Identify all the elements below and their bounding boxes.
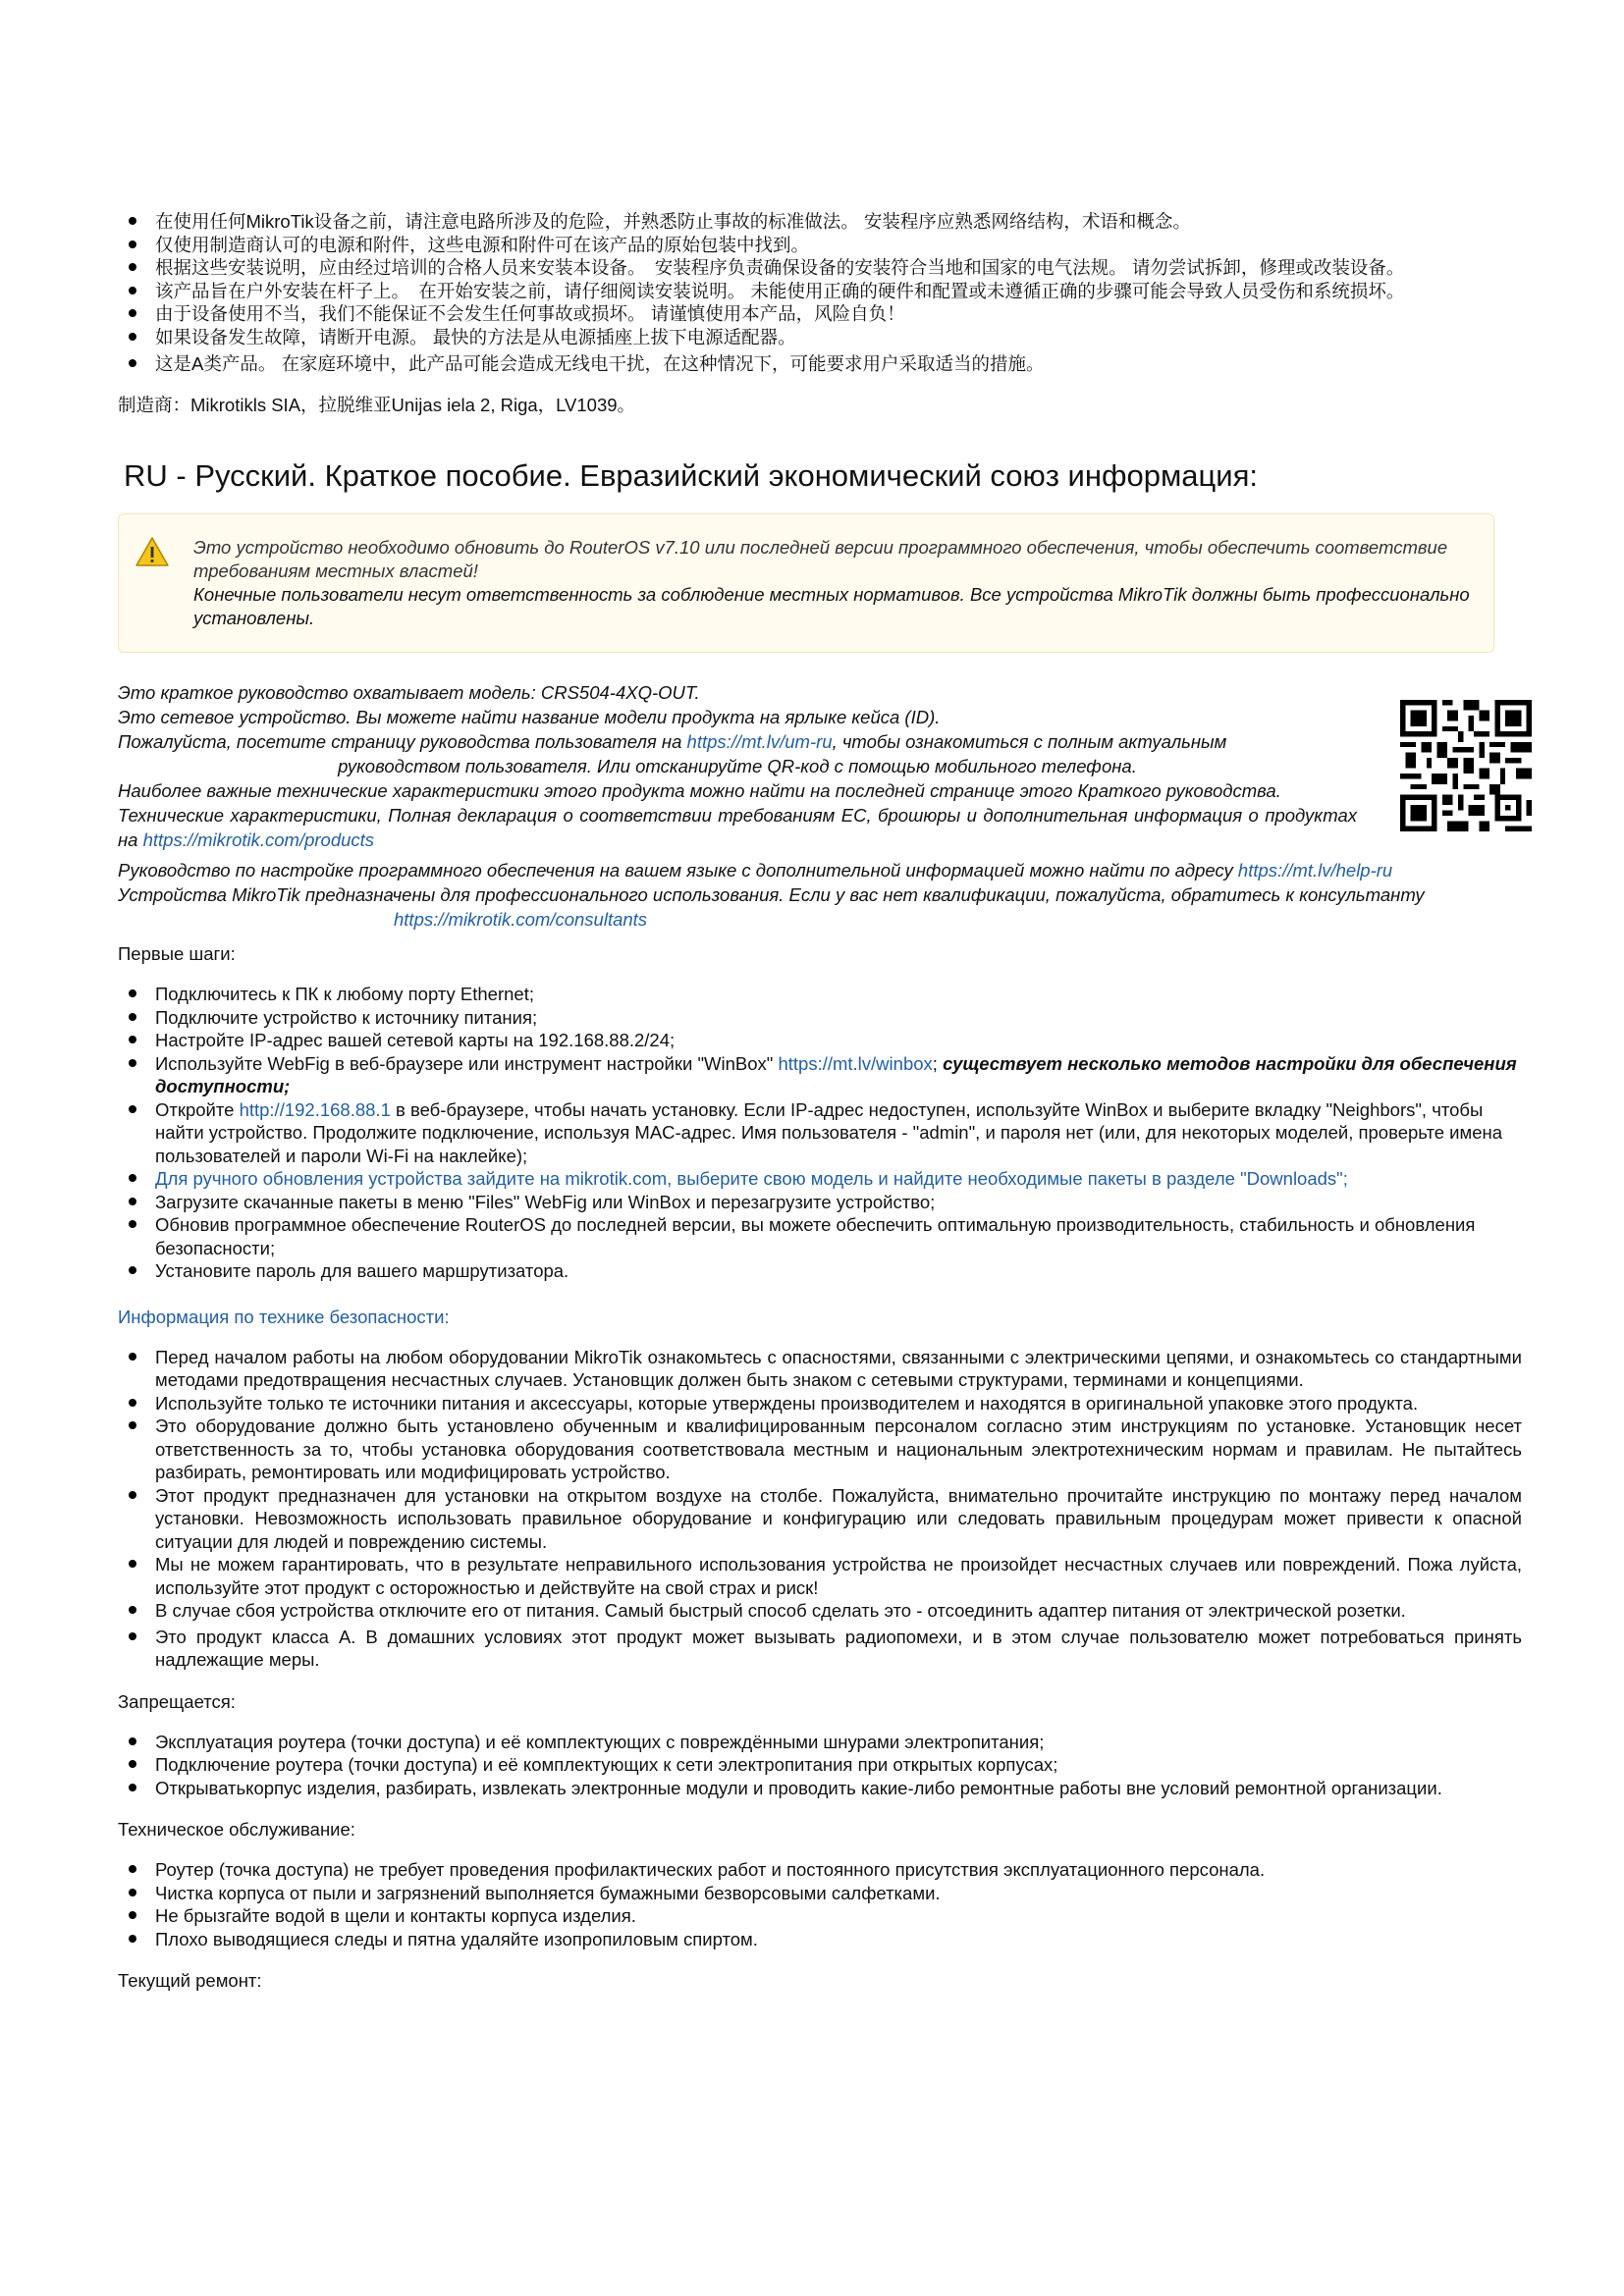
list-item: 该产品旨在户外安装在杆子上。 在开始安装之前，请仔细阅读安装说明。 未能使用正确的硬件和配置或未遵循正确的步骤可能会导致人员受伤和系统损坏。 [118, 280, 1522, 303]
warning-triangle-icon [135, 536, 170, 567]
first-steps-title: Первые шаги: [118, 943, 236, 965]
model-line: Это краткое руководство охватывает модель: CRS504-4XQ-OUT. [118, 682, 700, 704]
step-text: Для ручного обновления устройства зайдите на [155, 1168, 566, 1190]
visit-line [118, 729, 1357, 754]
intro-block [118, 680, 1522, 932]
list-item [118, 1052, 1522, 1098]
professional-line: Устройства MikroTik предназначены для профессионального использования. Если у вас нет квалификации, пожалуйста, обратитесь к консультанту [118, 884, 1425, 906]
list-item: Загрузите скачанные пакеты в меню "Files" WebFig или WinBox и перезагрузите устройство; [118, 1191, 1522, 1214]
list-item: Не брызгайте водой в щели и контакты корпуса изделия. [118, 1904, 1522, 1928]
cn-manufacturer: 制造商：Mikrotikls SIA，拉脱维亚Unijas iela 2, Riga，LV1039。 [118, 395, 636, 416]
list-item: Подключите устройство к источнику питания; [118, 1006, 1522, 1030]
mikrotik-link[interactable]: mikrotik.com [565, 1168, 668, 1190]
list-item: 如果设备发生故障，请断开电源。 最快的方法是从电源插座上拔下电源适配器。 [118, 326, 1522, 349]
router-address-link[interactable]: http://192.168.88.1 [239, 1098, 391, 1120]
list-item: Эксплуатация роутера (точки доступа) и её комплектующих с повреждёнными шнурами электропитания; [118, 1731, 1522, 1754]
device-line: Это сетевое устройство. Вы можете найти название модели продукта на ярлыке кейса (ID). [118, 707, 941, 728]
list-item: 仅使用制造商认可的电源和附件，这些电源和附件可在该产品的原始包装中找到。 [118, 234, 1522, 257]
list-item: Чистка корпуса от пыли и загрязнений выполняется бумажными безворсовыми салфетками. [118, 1882, 1522, 1905]
prohibited-title: Запрещается: [118, 1690, 236, 1712]
first-steps-list [118, 983, 1522, 1283]
list-item: 根据这些安装说明，应由经过培训的合格人员来安装本设备。 安装程序负责确保设备的安装符合当地和国家的电气法规。 请勿尝试拆卸，修理或改装设备。 [118, 256, 1522, 280]
maintenance-title: Техническое обслуживание: [118, 1819, 355, 1841]
list-item: 在使用任何MikroTik设备之前，请注意电路所涉及的危险，并熟悉防止事故的标准做法。 安装程序应熟悉网络结构，术语和概念。 [118, 210, 1522, 234]
prohibited-list [118, 1731, 1522, 1800]
winbox-link[interactable]: https://mt.lv/winbox [778, 1052, 933, 1074]
safety-list [118, 1346, 1522, 1672]
user-manual-link[interactable]: https://mt.lv/um-ru [686, 731, 833, 753]
list-item: Плохо выводящиеся следы и пятна удаляйте изопропиловым спиртом. [118, 1928, 1522, 1951]
step-text-post: , выберите свою модель и найдите необходимые пакеты в разделе "Downloads"; [667, 1168, 1348, 1190]
qr-code [1400, 700, 1532, 831]
safety-title: Информация по технике безопасности: [118, 1306, 450, 1327]
list-item: Этот продукт предназначен для установки на открытом воздухе на столбе. Пожалуйста, внимательно прочитайте инструкцию по монтажу перед началом установки. Невозможность использовать правильное оборудование и конфигурацию или следовать правильным процедурам может привести к опасной ситуации для людей и повреждению системы. [118, 1484, 1522, 1554]
list-item [118, 1098, 1522, 1168]
visit-line-2: руководством пользователя. Или отсканируйте QR-код с помощью мобильного телефона. [338, 756, 1137, 777]
list-item: Настройте IP-адрес вашей сетевой карты на 192.168.88.2/24; [118, 1029, 1522, 1052]
consultants-line [118, 907, 1522, 932]
list-item: Подключитесь к ПК к любому порту Ethernet; [118, 983, 1522, 1006]
declaration-text: Технические характеристики, Полная декларация о соответствии требованиям ЕС, брошюры и дополнительная информация о продуктах на [118, 805, 1357, 851]
step-text: Откройте [155, 1098, 240, 1120]
list-item: Установите пароль для вашего маршрутизатора. [118, 1259, 1522, 1283]
repair-title: Текущий ремонт: [118, 1970, 262, 1992]
list-item: Мы не можем гарантировать, что в результате неправильного использования устройства не произойдет несчастных случаев или повреждений. Пожа луйста, используйте этот продукт с осторожностью и действуйте на свой страх и риск! [118, 1553, 1522, 1599]
step-emphasis: существует несколько методов настройки для обеспечения доступности; [155, 1052, 1517, 1097]
list-item: 由于设备使用不当，我们不能保证不会发生任何事故或损坏。 请谨慎使用本产品，风险自负！ [118, 302, 1522, 326]
specs-line: Наиболее важные технические характеристики этого продукта можно найти на последней странице этого Краткого руководства. [118, 780, 1281, 802]
list-item: 这是A类产品。 在家庭环境中，此产品可能会造成无线电干扰，在这种情况下，可能要求用户采取适当的措施。 [118, 352, 1522, 376]
warning-text-responsibility: Конечные пользователи несут ответственность за соблюдение местных нормативов. Все устройства MikroTik должны быть профессионально установлены. [193, 584, 1470, 629]
warning-panel [118, 513, 1494, 653]
declaration-line [118, 803, 1357, 852]
step-text: Используйте WebFig в веб-браузере или инструмент настройки "WinBox" [155, 1052, 779, 1074]
list-item: В случае сбоя устройства отключите его от питания. Самый быстрый способ сделать это - отсоединить адаптер питания от электрической розетки. [118, 1599, 1522, 1623]
list-item: Используйте только те источники питания и аксессуары, которые утверждены производителем и находятся в оригинальной упаковке этого продукта. [118, 1392, 1522, 1415]
maintenance-list [118, 1858, 1522, 1950]
cn-safety-list [118, 210, 1522, 375]
help-line [118, 858, 1522, 882]
list-item: Подключение роутера (точки доступа) и её комплектующих к сети электропитания при открытых корпусах; [118, 1753, 1522, 1777]
visit-text: Пожалуйста, посетите страницу руководства пользователя на [118, 731, 687, 753]
ru-heading: RU - Русский. Краткое пособие. Евразийский экономический союз информация: [124, 458, 1258, 494]
products-link[interactable]: https://mikrotik.com/products [142, 829, 375, 851]
step-separator: ; [932, 1052, 944, 1074]
step-text-post: в веб-браузере, чтобы начать установку. Если IP-адрес недоступен, используйте WinBox и выберите вкладку "Neighbors", чтобы найти устройство. Продолжите подключение, используя MAC-адрес. Имя пользователя - "admin", и пароля нет (или, для некоторых моделей, проверьте имена пользователей и пароли Wi-Fi на наклейке); [155, 1098, 1503, 1166]
warning-text-update: Это устройство необходимо обновить до RouterOS v7.10 или последней версии программного обеспечения, чтобы обеспечить соответствие требованиям местных властей! [193, 537, 1448, 582]
list-item: Перед началом работы на любом оборудовании MikroTik ознакомьтесь с опасностями, связанными с электрическими цепями, и ознакомьтесь со стандартными методами предотвращения несчастных случаев. Установщик должен быть знаком с сетевыми структурами, терминами и концепциями. [118, 1346, 1522, 1392]
list-item [118, 1167, 1522, 1191]
consultants-link[interactable]: https://mikrotik.com/consultants [394, 909, 648, 931]
list-item: Это оборудование должно быть установлено обученным и квалифицированным персоналом согласно этим инструкциям по установке. Установщик несет ответственность за то, чтобы установка оборудования соответствовала местным и национальным электротехническим нормам и правилам. Не пытайтесь разбирать, ремонтировать или модифицировать устройство. [118, 1415, 1522, 1484]
help-link[interactable]: https://mt.lv/help-ru [1237, 860, 1393, 881]
document-page [118, 210, 1522, 2009]
list-item: Это продукт класса А. В домашних условиях этот продукт может вызывать радиопомехи, и в этом случае пользователю может потребоваться принять надлежащие меры. [118, 1626, 1522, 1672]
visit-text-post: , чтобы ознакомиться с полным актуальным [832, 731, 1227, 753]
help-text: Руководство по настройке программного обеспечения на вашем языке с дополнительной информацией можно найти по адресу [118, 860, 1238, 881]
list-item: Открыватькорпус изделия, разбирать, извлекать электронные модули и проводить какие-либо ремонтные работы вне условий ремонтной организации. [118, 1777, 1522, 1800]
list-item: Роутер (точка доступа) не требует проведения профилактических работ и постоянного присутствия эксплуатационного персонала. [118, 1858, 1522, 1882]
list-item: Обновив программное обеспечение RouterOS до последней версии, вы можете обеспечить оптимальную производительность, стабильность и обновления безопасности; [118, 1213, 1522, 1259]
